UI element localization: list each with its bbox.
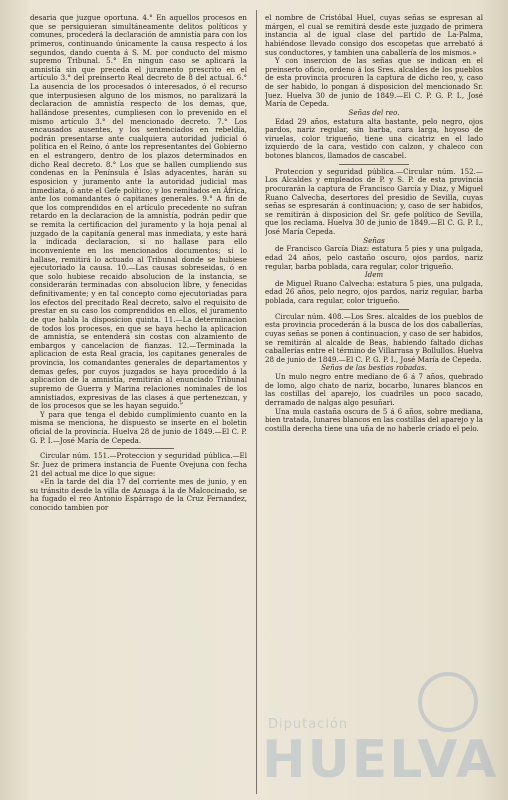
heading-idem: Idem	[364, 270, 384, 280]
senas-francisco-text: de Francisco García Diaz: estatura 5 pies y una pulgada, edad 24 años, pelo castaño oscuro, ojos pardos, nariz regular, barba poblada, cara regular, color trigueño.	[265, 244, 483, 271]
heading-senas-del-reo: Señas del reo.	[348, 107, 400, 117]
section-separator	[339, 309, 409, 310]
senas-del-reo-text: Edad 29 años, estatura alta bastante, pelo negro, ojos pardos, nariz regular, sin barba, cara larga, hoyoso de viruelas, color trigueño, tiene una cicatriz en el lado izquierdo de la cara, vestido con calzon, y chaleco con botones blancos, llamados de cascabel.	[265, 116, 483, 160]
decree-text: desaria que juzgue oportuna. 4.° En aquellos procesos en que se persiguieran simultáneamente delitos políticos y comunes, procederá la declaración de amnistía para con los primeros, continuando únicamente la causa respecto á los segundos, dando cuenta á S. M. por conducto del mismo supremo Tribunal. 5.° En ningun caso se aplicará la amnistía sin que preceda el juramento prescrito en el artículo 3.° del preinserto Real decreto de 8 del actual. 6.° La ausencia de los procesados ó interesados, ó el recurso que interpusiesen alguno de los mismos, no paralizará la declaracion de amnistía respecto de los demas, que, hallándose presentes, cumpliesen con lo prevenido en el mismo artículo 3.° del mencionado decreto. 7.° Los encausados ausentes, y los sentenciados en rebeldía, podrán presentarse ante cualquiera autoridad judicial ó política en el Reino, ó ante los representantes del Gobierno en el estrangero, dentro de los plazos determinados en dicho Real decreto. 8.° Los que se hallen cumpliendo sus condenas en la Península é Islas adyacentes, harán su esposicion y juramento ante la autoridad judicial mas inmediata, ó ante el Gefe político; y los remitados en África, ante los comandantes ó capitanes generales. 9.° A fin de que los comprendidos en el artículo precedente no sufran retardo en la declaracion de la amnistía, podrán pedir que se remita la certificacion del juramento y la hoja penal al juzgado de la capitanía general mas inmediata, y este hará la indicada declaracion, si no hallase para ello inconveniente en los mencionados documentos; si lo hallase, remitirá lo actuado al Tribunal donde se hubiese ejecutoriado la causa. 10.—Las causas sobreseidas, ó en que solo hubiese recaido absolucion de la instancia, se considerarán terminadas con absolucion libre, y fenecidas definitivamente; y en tal concepto como ejecutoriadas para los efectos del precitado Real decreto, salvo el requisito de prestar en su caso los comprendidos en ellos, el juramento de que habla la disposicion quinta. 11.—La determinacion de todos los procesos, en que se haya hecho la aplicacion de amnistía, se entenderá sin costas con alzamiento de embargos y cancelacion de fianzas. 12.—Terminada la aplicacion de esta Real gracia, los capitanes generales de provincia, los comandantes generales de departamentos y demas gefes, por cuyos juzgados se haya procedido á la aplicacion de la amnistía, remitirán al enunciado Tribunal supremo de Guerra y Marina relaciones nominales de los amnistiados, expresivas de las clases á que pertenezcan, y de los procesos que se les hayan seguido.”	[30, 14, 247, 411]
circular-151-header: Circular núm. 151.—Proteccion y seguridad pública.—El Sr. Juez de primera instancia de Fuente Ovejuna con fecha 21 del actual me dice lo que sigue:	[30, 451, 247, 478]
heading-senas: Señas	[363, 235, 385, 245]
circular-151-order: Y con insercion de las señas que se indican en el preinserto oficio, ordeno á los Sres. alcaldes de los pueblos de esta provincia procuren la captura de dicho reo, y, caso de ser habido, lo pongan á disposicion del mencionado Sr. Juez. Huelva 30 de junio de 1849.—El C. P. G. P. I., José María de Cepeda.	[265, 56, 483, 109]
column-divider	[256, 10, 257, 794]
watermark-emblem-icon	[418, 672, 478, 732]
mula-description: Una mula castaña oscura de 5 á 6 años, sobre mediana, bien tratada, lunares blancos en las costillas del aparejo y la costilla derecha tiene una uña de no haberle criado el pelo.	[265, 406, 483, 433]
mulo-description: Un mulo negro entre mediano de 6 á 7 años, quebrado de lomo, algo chato de nariz, bocarbo, lunares blancos en las costillas del aparejo, los cuadriles un poco sacado, derramado de nalgas algo pesuñari.	[265, 372, 483, 407]
watermark-subtext: Diputación	[268, 717, 349, 732]
left-column	[30, 14, 247, 794]
circular-152-text: Proteccion y seguridad pública.—Circular núm. 152.—Los Alcaldes y empleados de P. y S. P. de esta provincia procurarán la captura de Francisco García y Diaz, y Miguel Ruano Calvecha, desertores del presidio de Sevilla, cuyas señas se espresarán á continuacion; y, caso de ser habidos, se remitirán á disposicion del Sr. gefe político de Sevilla, que los reclama. Huelva 30 de junio de 1849.—El C. G. P. I., José María Cepeda.	[265, 166, 483, 236]
circular-151-quote-continued: el nombre de Cristóbal Huel, cuyas señas se espresan al márgen, el cual se remitirá desde este juzgado de primera instancia al de igual clase del partido de La-Palma, habiéndose llevado consigo dos escopetas que arrebató á sus conductores, y tambien una caballería de los mismos.»	[265, 14, 483, 57]
senas-miguel-text: de Miguel Ruano Calvecha: estatura 5 pies, una pulgada, edad 26 años, pelo negro, ojos pardos, nariz regular, barba poblada, cara regular, color trigueño.	[265, 278, 483, 305]
watermark-text: HUELVA	[262, 730, 499, 790]
heading-senas-bestias: Señas de las bestias robadas.	[321, 363, 427, 373]
section-separator	[104, 448, 174, 449]
decree-publication-order: Y para que tenga el debido cumplimiento cuanto en la misma se menciona, he dispuesto se inserte en el boletin oficial de la provincia. Huelva 28 de junio de 1849.—El C. P. G. P. I.—José María de Cepeda.	[30, 409, 247, 445]
circular-151-quote: «En la tarde del dia 17 del corriente mes de junio, y en su tránsito desde la villa de Azuaga á la de Malcocinado, se ha fugado el reo Antonio Espárrago de la Cruz Fernandez, conocido tambien por	[30, 477, 247, 512]
section-separator	[339, 164, 409, 165]
circular-408-text: Circular núm. 408.—Los Sres. alcaldes de los pueblos de esta provincia procederán á la busca de los dos caballerías, cuyas señas se ponen á continuacion, y caso de ser habidos, se remitirán al alcalde de Beas, habiendo faltado dichas caballerías entre el término de Villarrasa y Bollullos. Huelva 28 de junio de 1849.—El C. P. G. P. I., José María de Cepeda.	[265, 311, 483, 364]
archive-watermark	[262, 670, 502, 790]
